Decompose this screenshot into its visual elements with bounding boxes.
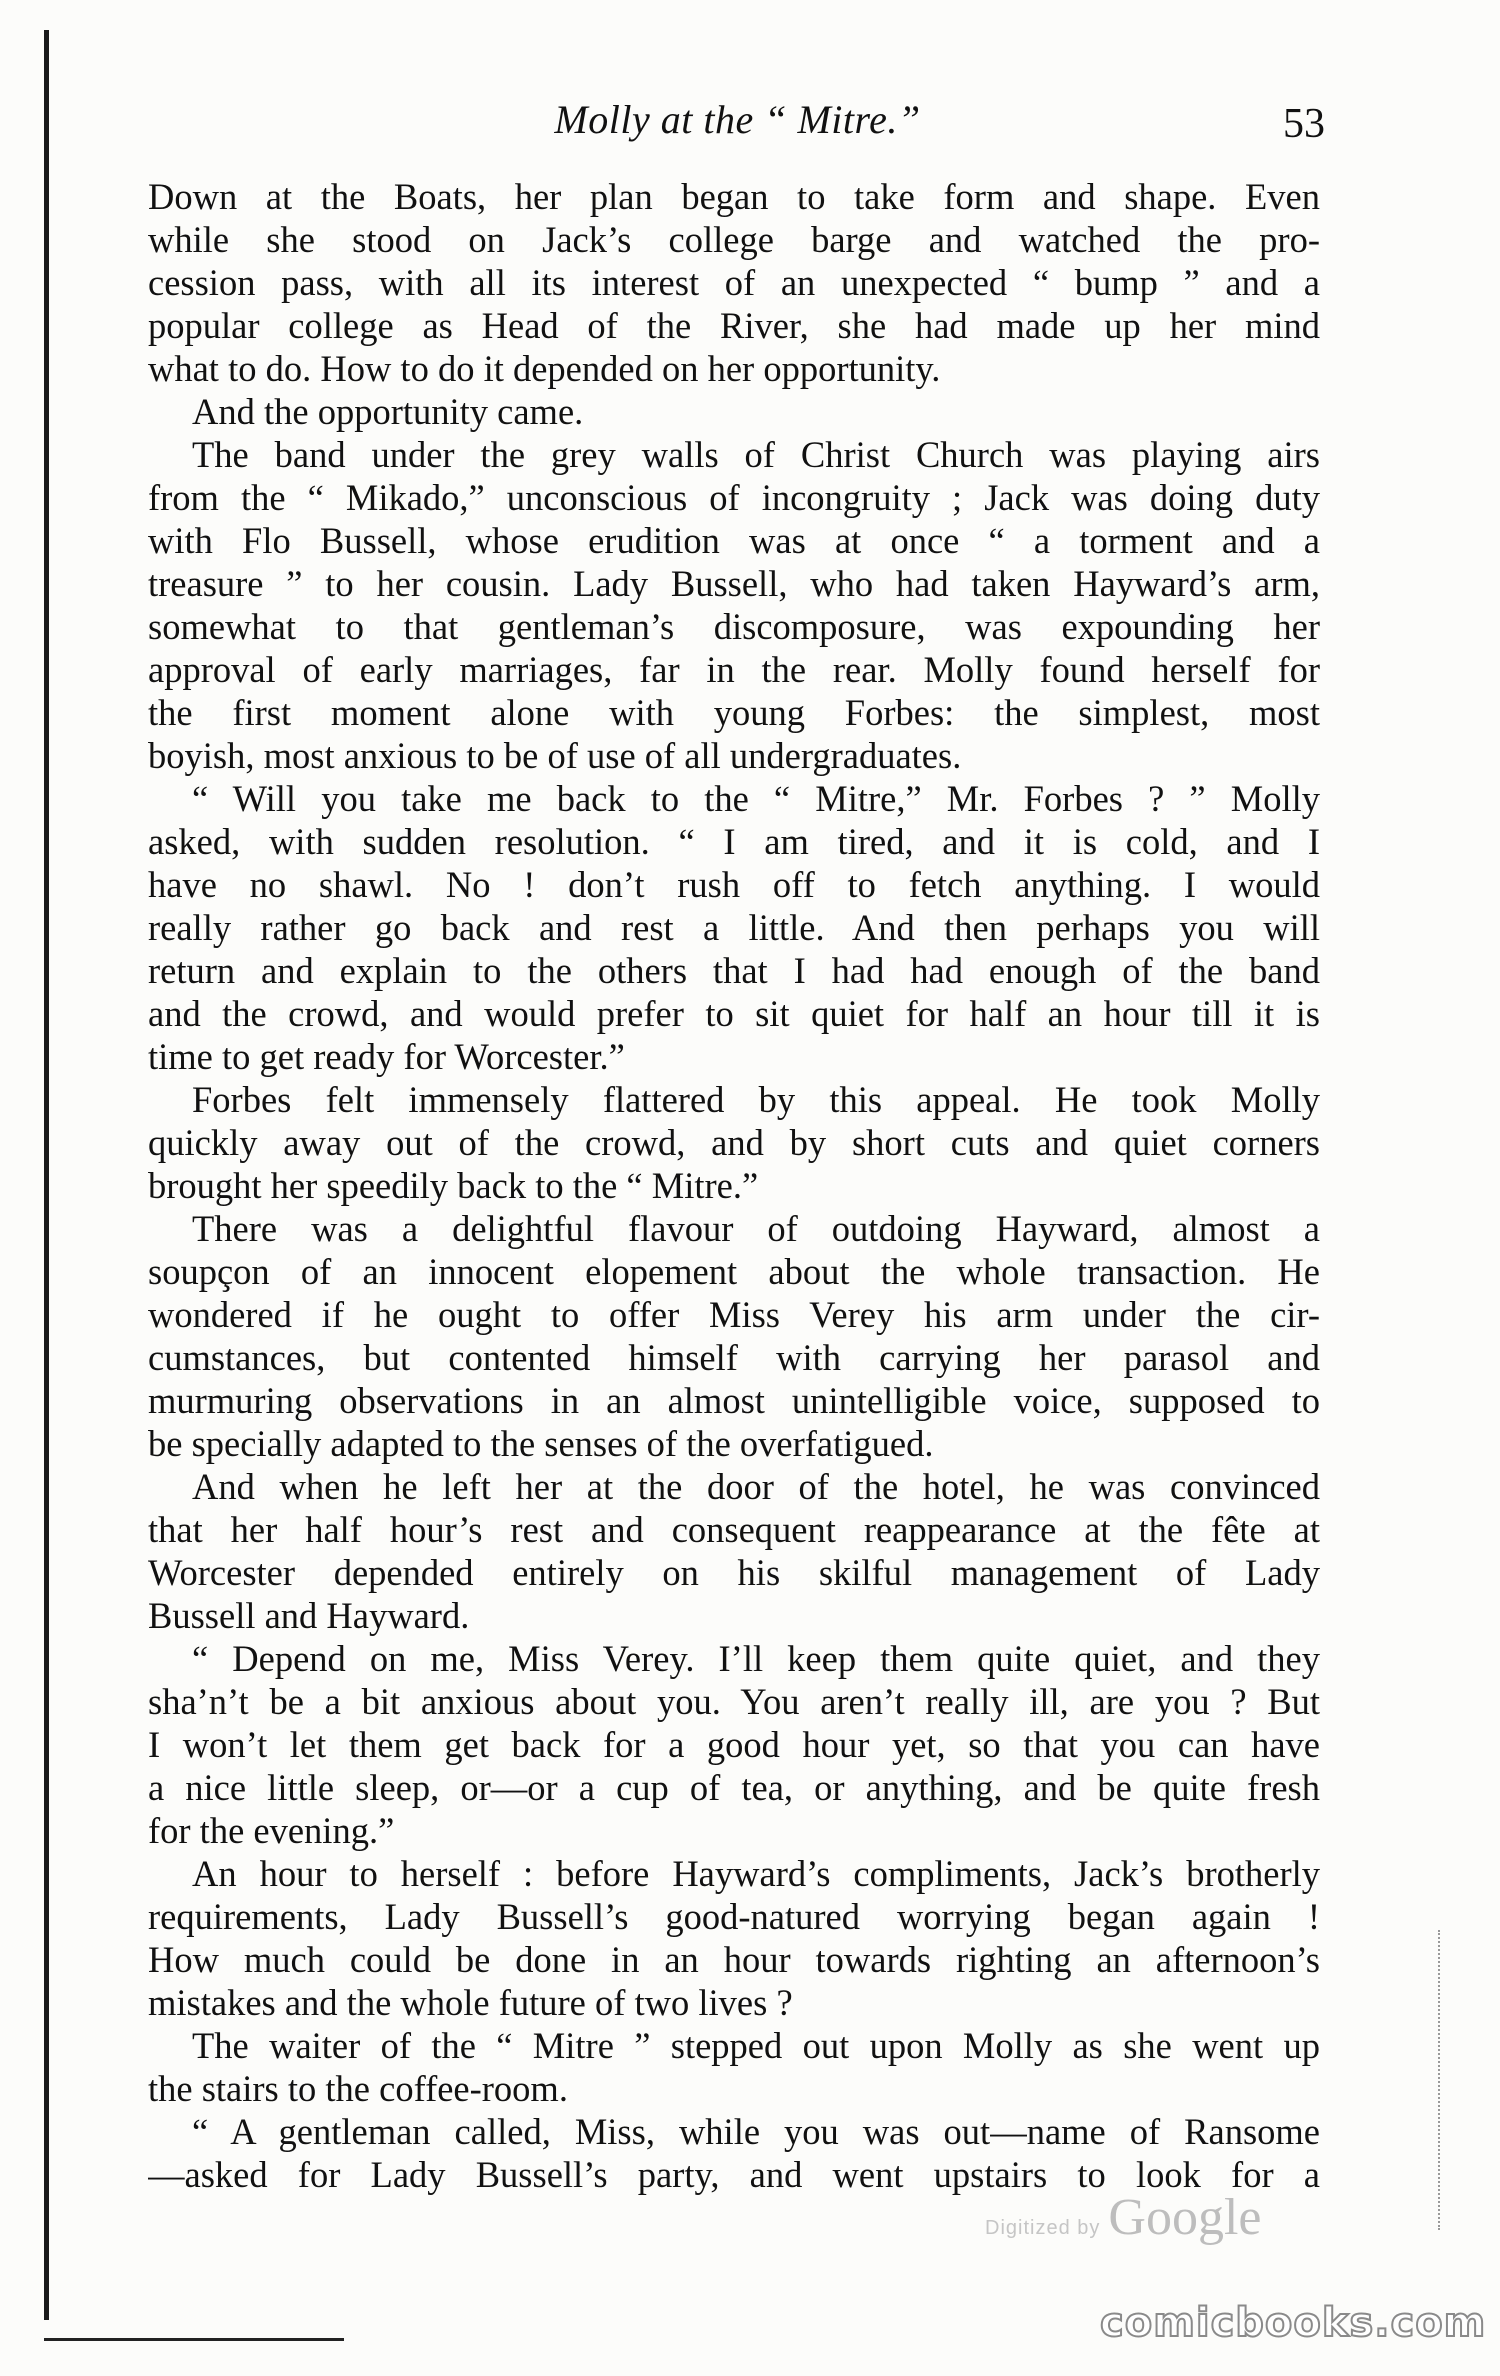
text-line: There was a delightful flavour of outdoing Hayward, almost a — [192, 1208, 1320, 1249]
text-line: the first moment alone with young Forbes: the simplest, most — [148, 692, 1320, 733]
binding-edge-line — [44, 30, 49, 2320]
text-line: murmuring observations in an almost unintelligible voice, supposed to — [148, 1380, 1320, 1421]
text-line: Down at the Boats, her plan began to take form and shape. Even — [148, 176, 1320, 217]
text-line: The waiter of the “ Mitre ” stepped out upon Molly as she went up — [192, 2025, 1320, 2066]
text-line: asked, with sudden resolution. “ I am tired, and it is cold, and I — [148, 821, 1320, 862]
text-line: Bussell and Hayward. — [148, 1595, 470, 1636]
text-line: “ A gentleman called, Miss, while you was out—name of Ransome — [192, 2111, 1320, 2152]
text-line: that her half hour’s rest and consequent reappearance at the fête at — [148, 1509, 1320, 1550]
text-line: treasure ” to her cousin. Lady Bussell, who had taken Hayward’s arm, — [148, 563, 1320, 604]
text-line: from the “ Mikado,” unconscious of incongruity ; Jack was doing duty — [148, 477, 1320, 518]
text-line: with Flo Bussell, whose erudition was at once “ a torment and a — [148, 520, 1320, 561]
text-line: Forbes felt immensely flattered by this appeal. He took Molly — [192, 1079, 1320, 1120]
text-line: for the evening.” — [148, 1810, 395, 1851]
text-line: requirements, Lady Bussell’s good-natured worrying began again ! — [148, 1896, 1320, 1937]
text-line: quickly away out of the crowd, and by short cuts and quiet corners — [148, 1122, 1320, 1163]
text-line: and the crowd, and would prefer to sit quiet for half an hour till it is — [148, 993, 1320, 1034]
text-line: —asked for Lady Bussell’s party, and went upstairs to look for a — [148, 2154, 1320, 2195]
text-line: have no shawl. No ! don’t rush off to fetch anything. I would — [148, 864, 1320, 905]
text-line: be specially adapted to the senses of the overfatigued. — [148, 1423, 934, 1464]
text-line: cession pass, with all its interest of an unexpected “ bump ” and a — [148, 262, 1320, 303]
text-line: The band under the grey walls of Christ Church was playing airs — [192, 434, 1320, 475]
text-line: An hour to herself : before Hayward’s compliments, Jack’s brotherly — [192, 1853, 1320, 1894]
google-logo-text: Google — [1108, 2189, 1262, 2246]
text-line: How much could be done in an hour towards righting an afternoon’s — [148, 1939, 1320, 1980]
text-line: really rather go back and rest a little. And then perhaps you will — [148, 907, 1320, 948]
text-line: cumstances, but contented himself with carrying her parasol and — [148, 1337, 1320, 1378]
text-line: brought her speedily back to the “ Mitre.” — [148, 1165, 759, 1206]
footer-rule — [44, 2338, 344, 2341]
text-line: approval of early marriages, far in the rear. Molly found herself for — [148, 649, 1320, 690]
text-line: soupçon of an innocent elopement about the whole transaction. He — [148, 1251, 1320, 1292]
page-header — [150, 96, 1325, 156]
text-line: somewhat to that gentleman’s discomposure, was expounding her — [148, 606, 1320, 647]
google-watermark — [985, 2188, 1261, 2247]
text-line: Worcester depended entirely on his skilful management of Lady — [148, 1552, 1320, 1593]
site-watermark: comicbooks.com — [1100, 2300, 1487, 2346]
text-line: And when he left her at the door of the hotel, he was convinced — [192, 1466, 1320, 1507]
body-text — [148, 175, 1320, 2196]
text-line: mistakes and the whole future of two lives ? — [148, 1982, 793, 2023]
digitized-by-text: Digitized by — [985, 2217, 1101, 2239]
text-line: while she stood on Jack’s college barge and watched the pro- — [148, 219, 1320, 260]
text-line: And the opportunity came. — [192, 391, 584, 432]
text-line: I won’t let them get back for a good hour yet, so that you can have — [148, 1724, 1320, 1765]
margin-specks — [1438, 1930, 1442, 2230]
text-line: boyish, most anxious to be of use of all undergraduates. — [148, 735, 962, 776]
text-line: wondered if he ought to offer Miss Verey his arm under the cir- — [148, 1294, 1320, 1335]
text-line: “ Will you take me back to the “ Mitre,” Mr. Forbes ? ” Molly — [192, 778, 1320, 819]
text-line: what to do. How to do it depended on her opportunity. — [148, 348, 941, 389]
text-line: sha’n’t be a bit anxious about you. You aren’t really ill, are you ? But — [148, 1681, 1320, 1722]
text-line: time to get ready for Worcester.” — [148, 1036, 625, 1077]
text-line: “ Depend on me, Miss Verey. I’ll keep them quite quiet, and they — [192, 1638, 1320, 1679]
text-line: return and explain to the others that I had had enough of the band — [148, 950, 1320, 991]
text-line: a nice little sleep, or—or a cup of tea, or anything, and be quite fresh — [148, 1767, 1320, 1808]
text-line: popular college as Head of the River, she had made up her mind — [148, 305, 1320, 346]
text-line: the stairs to the coffee-room. — [148, 2068, 568, 2109]
page-number: 53 — [1283, 101, 1325, 147]
running-title: Molly at the “ Mitre.” — [554, 97, 921, 142]
